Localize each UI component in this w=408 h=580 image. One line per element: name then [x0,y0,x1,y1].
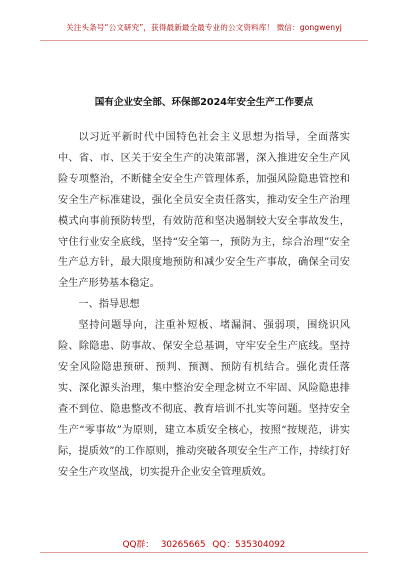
footer-divider [40,552,368,553]
document-body [58,128,350,483]
header-divider [40,40,368,41]
document-title: 国有企业安全部、环保部2024年安全生产工作要点 [94,97,314,108]
footer-contact: QQ群： 30265665 QQ：535304092 [122,540,286,550]
section-paragraph: 坚持问题导向，注重补短板、堵漏洞、强弱项，围绕识风险、除隐患、防事故、保安全总基调，守牢安全生产底线。坚持安全风险隐患预研、预判、预测、预防有机结合。强化责任落实、深化源头治理，集中整治安全理念树立不牢固、风险隐患排查不到位、隐患整改不彻底、教育培训不扎实等问题。坚持安全生产“零事故”为原则，建立本质安全核心，按照“按规范，讲实际，提质效”的工作原则，推动突破各项安全生产工作，持续打好安全生产攻坚战，切实提升企业安全管理质效。 [58,320,350,478]
header-banner: 关注头条号“公文研究”，获得最新最全最专业的公文资料库！ 微信：gongwenyj [66,23,342,32]
intro-paragraph: 以习近平新时代中国特色社会主义思想为指导，全面落实中、省、市、区关于安全生产的决策部署，深入推进安全生产风险专项整治，不断健全安全生产管理体系，加强风险隐患管控和安全生产标准建设，强化全员安全责任落实，推动安全生产治理模式向事前预防转型，有效防范和坚决遏制较大安全事故发生，守住行业安全底线，坚持“安全第一，预防为主，综合治理”安全生产总方针，最大限度地预防和减少安全生产事故，确保全司安全生产形势基本稳定。 [58,132,350,290]
section-heading: 一、指导思想 [78,299,140,311]
